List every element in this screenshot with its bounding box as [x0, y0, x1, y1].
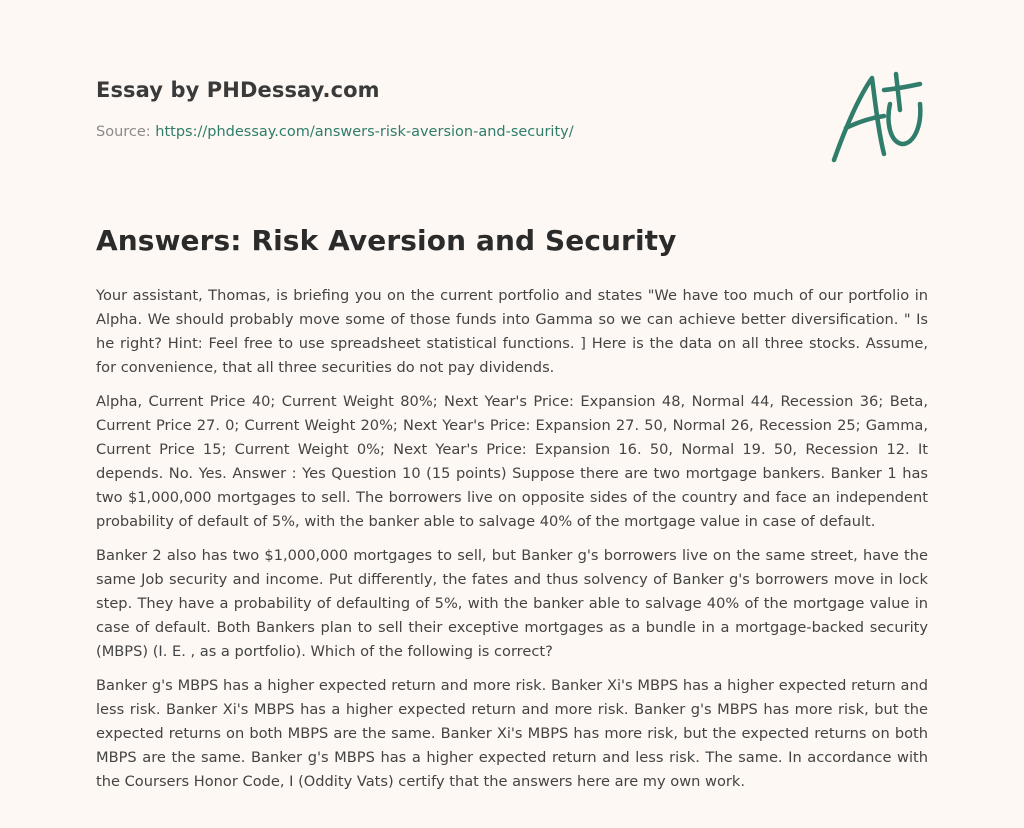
article-paragraph: Banker 2 also has two $1,000,000 mortgages to sell, but Banker g's borrowers live on the same street, have the same Job security and income. Put differently, the fates and thus solvency of Banker g's borrowers move in lock step. They have a probability of defaulting of 5%, with the banker able to salvage 40% of the mortgage value in case of default. Both Bankers plan to sell their exceptive mortgages as a bundle in a mortgage-backed security (MBPS) (I. E. , as a portfolio). Which of the following is correct? [96, 547, 928, 660]
source-line [96, 124, 574, 140]
page-header [96, 70, 928, 180]
a-plus-logo-icon [828, 70, 928, 166]
article-paragraph: Alpha, Current Price 40; Current Weight 80%; Next Year's Price: Expansion 48, Normal 44, Recession 36; Beta, Current Price 27. 0; Current Weight 20%; Next Year's Price: Expansion 27. 50, Normal 26, Recession 25; Gamma, Current Price 15; Current Weight 0%; Next Year's Price: Expansion 16. 50, Normal 19. 50, Recession 12. It depends. No. Yes. Answer : Yes Question 10 (15 points) Suppose there are two mortgage bankers. Banker 1 has two $1,000,000 mortgages to sell. The borrowers live on opposite sides of the country and face an independent probability of default of 5%, with the banker able to salvage 40% of the mortgage value in case of default. [96, 393, 928, 530]
article-body [96, 284, 928, 804]
article-title: Answers: Risk Aversion and Security [96, 224, 677, 257]
site-brand[interactable]: Essay by PHDessay.com [96, 78, 380, 102]
source-label: Source: [96, 124, 156, 140]
article-paragraph: Your assistant, Thomas, is briefing you on the current portfolio and states "We have too much of our portfolio in Alpha. We should probably move some of those funds into Gamma so we can achieve better diversification. " Is he right? Hint: Feel free to use spreadsheet statistical functions. ] Here is the data on all three stocks. Assume, for convenience, that all three securities do not pay dividends. [96, 287, 928, 376]
source-link[interactable]: https://phdessay.com/answers-risk-aversion-and-security/ [155, 124, 574, 140]
article-paragraph: Banker g's MBPS has a higher expected return and more risk. Banker Xi's MBPS has a higher expected return and less risk. Banker Xi's MBPS has a higher expected return and more risk. Banker g's MBPS has more risk, but the expected returns on both MBPS are the same. Banker Xi's MBPS has more risk, but the expected returns on both MBPS are the same. Banker g's MBPS has a higher expected return and less risk. The same. In accordance with the Coursers Honor Code, I (Oddity Vats) certify that the answers here are my own work. [96, 677, 928, 790]
